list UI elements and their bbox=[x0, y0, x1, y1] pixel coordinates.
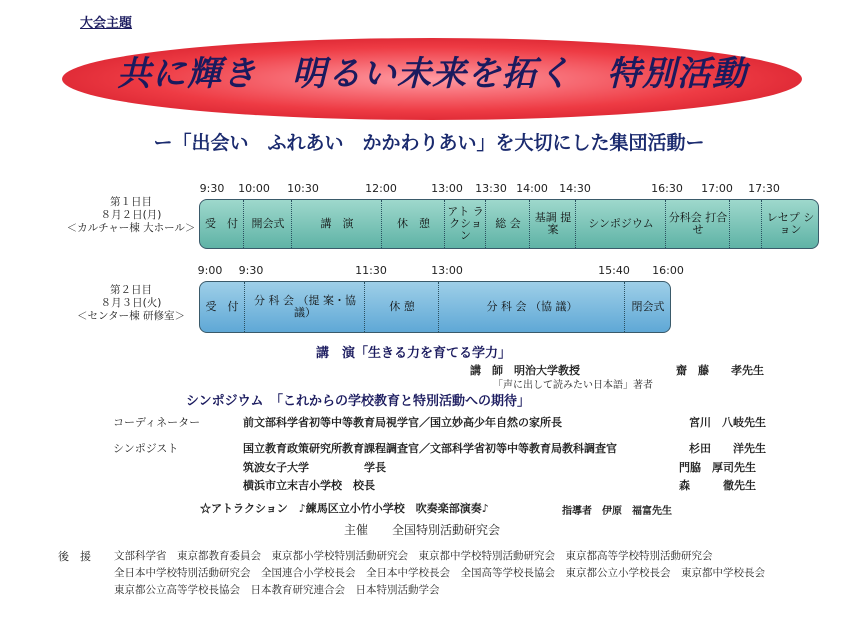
schedule-segment: 分科会 打合せ bbox=[665, 200, 730, 248]
symposist-name: 森 徹先生 bbox=[679, 479, 756, 492]
schedule-segment: 分 科 会 （提 案・協 議） bbox=[244, 282, 365, 332]
day2-schedule-bar bbox=[199, 281, 671, 333]
schedule-segment: アト ラクション bbox=[444, 200, 486, 248]
time-label: 16:00 bbox=[652, 264, 684, 277]
day1-venue: ＜カルチャー棟 大ホール＞ bbox=[66, 222, 196, 234]
schedule-segment: シンポジウム bbox=[575, 200, 666, 248]
coordinator-role: 前文部科学省初等中等教育局視学官／国立妙高少年自然の家所長 bbox=[243, 416, 562, 429]
day2-venue: ＜センター棟 研修室＞ bbox=[77, 310, 185, 322]
time-label: 17:00 bbox=[701, 182, 733, 195]
schedule-segment: 受 付 bbox=[205, 217, 238, 230]
symposium-title: シンポジウム 「これからの学校教育と特別活動への期待」 bbox=[186, 394, 531, 409]
support-line-1: 文部科学省 東京都教育委員会 東京都小学校特別活動研究会 東京都中学校特別活動研究会 東京都高等学校特別活動研究会 bbox=[114, 550, 713, 562]
day1-schedule-bar bbox=[199, 199, 819, 249]
time-label: 9:30 bbox=[199, 182, 225, 195]
support-label: 後 援 bbox=[58, 550, 91, 563]
time-label: 13:30 bbox=[475, 182, 507, 195]
day2-number: 第２日目 bbox=[110, 284, 152, 296]
time-label: 11:30 bbox=[355, 264, 387, 277]
time-label: 14:30 bbox=[559, 182, 591, 195]
schedule-segment: 分 科 会 （協 議） bbox=[438, 282, 625, 332]
time-label: 12:00 bbox=[365, 182, 397, 195]
symposist-role: 筑波女子大学 学長 bbox=[243, 461, 386, 474]
coordinator-name: 宮川 八岐先生 bbox=[689, 416, 766, 429]
schedule-segment: 講 演 bbox=[291, 200, 382, 248]
time-label: 13:00 bbox=[431, 264, 463, 277]
day1-date: ８月２日(月) bbox=[100, 209, 162, 221]
day1-label bbox=[56, 196, 206, 235]
host-text: 主催 全国特別活動研究会 bbox=[344, 523, 501, 537]
time-label: 9:00 bbox=[197, 264, 223, 277]
subtitle: ー「出会い ふれあい かかわりあい」を大切にした集団活動ー bbox=[153, 132, 705, 154]
theme-label: 大会主題 bbox=[80, 16, 133, 31]
symposist-name: 門脇 厚司先生 bbox=[679, 461, 756, 474]
day2-date: ８月３日(火) bbox=[100, 297, 162, 309]
schedule-segment: 総 会 bbox=[485, 200, 530, 248]
schedule-segment: 基調 提案 bbox=[529, 200, 576, 248]
time-label: 10:00 bbox=[238, 182, 270, 195]
day1-number: 第１日目 bbox=[110, 196, 152, 208]
theme-title: 共に輝き 明るい未来を拓く 特別活動 bbox=[117, 54, 747, 94]
symposist-role: 国立教育政策研究所教育課程調査官／文部科学省初等中等教育局教科調査官 bbox=[243, 442, 617, 455]
lecture-title: 講 演「生きる力を育てる学力」 bbox=[316, 346, 512, 361]
lecturer-note: 「声に出して読みたい日本語」著者 bbox=[493, 380, 653, 391]
schedule-segment: 閉会式 bbox=[624, 282, 671, 332]
coordinator-label: コーディネーター bbox=[113, 416, 201, 429]
support-line-2: 全日本中学校特別活動研究会 全国連合小学校長会 全日本中学校長会 全国高等学校長協会 東京都公立小学校長会 東京都中学校長会 bbox=[114, 567, 765, 579]
support-line-3: 東京都公立高等学校長協会 日本教育研究連合会 日本特別活動学会 bbox=[114, 584, 440, 596]
schedule-segment: 開会式 bbox=[243, 200, 292, 248]
time-label: 13:00 bbox=[431, 182, 463, 195]
time-label: 9:30 bbox=[238, 264, 264, 277]
symposist-label: シンポジスト bbox=[113, 442, 179, 455]
symposist-role: 横浜市立末吉小学校 校長 bbox=[243, 479, 375, 492]
schedule-segment: 受 付 bbox=[205, 300, 239, 313]
time-label: 10:30 bbox=[287, 182, 319, 195]
attraction-conductor: 指導者 伊原 福富先生 bbox=[562, 506, 672, 517]
schedule-segment bbox=[729, 200, 762, 248]
day2-label bbox=[56, 284, 206, 323]
time-label: 16:30 bbox=[651, 182, 683, 195]
time-label: 15:40 bbox=[598, 264, 630, 277]
schedule-segment: 休 憩 bbox=[381, 200, 445, 248]
schedule-segment: レセプ ション bbox=[761, 200, 819, 248]
attraction-text: ☆アトラクション ♪練馬区立小竹小学校 吹奏楽部演奏♪ bbox=[200, 502, 489, 515]
time-label: 14:00 bbox=[516, 182, 548, 195]
lecturer-name: 齋 藤 孝先生 bbox=[676, 364, 764, 377]
time-label: 17:30 bbox=[748, 182, 780, 195]
symposist-name: 杉田 洋先生 bbox=[689, 442, 766, 455]
lecturer-role: 講 師 明治大学教授 bbox=[470, 364, 580, 377]
schedule-segment: 休 憩 bbox=[364, 282, 439, 332]
